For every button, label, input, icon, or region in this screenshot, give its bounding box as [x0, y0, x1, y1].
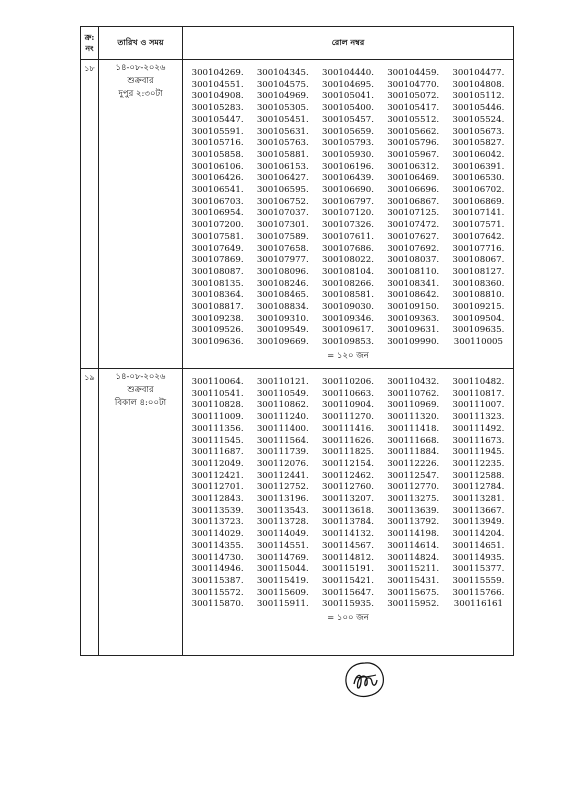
roll-number: 300108246. [256, 278, 309, 289]
roll-number: 300115559. [452, 575, 505, 586]
roll-number: 300108266. [322, 278, 374, 289]
roll-number: 300110549. [256, 388, 309, 399]
roll-number: 300110005 [453, 337, 503, 348]
roll-number-cell [183, 369, 514, 656]
serial-number: ১৯ [81, 369, 99, 656]
roll-number: 300116161 [453, 599, 503, 610]
roll-number: 300115911. [256, 599, 309, 610]
roll-number: 300112701. [191, 482, 244, 493]
roll-number: 300106106. [191, 161, 244, 172]
serial-header-line1: ক্র: [84, 32, 95, 42]
roll-number: 300107692. [387, 243, 440, 254]
roll-number: 300107642. [452, 231, 505, 242]
roll-number: 300112760. [322, 482, 374, 493]
roll-number: 300105659. [322, 126, 374, 137]
roll-number: 300112843. [191, 494, 244, 505]
roll-number: 300110817. [452, 388, 505, 399]
roll-number: 300115609. [256, 587, 309, 598]
roll-number: 300115766. [452, 587, 505, 598]
roll-number: 300106703. [191, 196, 244, 207]
roll-number: 300107120. [322, 208, 374, 219]
roll-number: 300105793. [322, 138, 374, 149]
roll-number: 300113667. [452, 505, 505, 516]
roll-number: 300105457. [322, 114, 374, 125]
roll-number: 300105305. [256, 103, 309, 114]
roll-number: 300114029. [191, 529, 244, 540]
schedule-row [81, 369, 514, 656]
roll-number: 300108087. [191, 266, 244, 277]
roll-number: 300110762. [387, 388, 440, 399]
roll-number: 300107037. [256, 208, 309, 219]
roll-number: 300111673. [452, 435, 505, 446]
roll-number: 300111007. [452, 400, 505, 411]
exam-time: বিকাল ৪:০০টা [114, 398, 167, 408]
roll-number: 300112154. [322, 458, 374, 469]
serial-header [81, 27, 99, 60]
roll-number: 300105763. [256, 138, 309, 149]
candidate-total: = ১২০ জন [327, 350, 369, 361]
roll-number: 300107869. [191, 255, 244, 266]
roll-number: 300106530. [452, 173, 505, 184]
roll-number: 300109990. [387, 337, 440, 348]
roll-number: 300115647. [322, 587, 374, 598]
roll-number: 300112076. [256, 458, 309, 469]
roll-number: 300111009. [191, 412, 244, 423]
roll-number: 300114567. [322, 540, 374, 551]
roll-number: 300105881. [256, 149, 309, 160]
roll-number: 300110482. [452, 377, 505, 387]
roll-number: 300105967. [387, 149, 440, 160]
roll-number: 300115419. [256, 575, 309, 586]
roll-number: 300109635. [452, 325, 505, 336]
roll-number: 300106752. [256, 196, 309, 207]
roll-number: 300108096. [256, 266, 309, 277]
roll-number: 300110828. [191, 400, 244, 411]
roll-number: 300106469. [387, 173, 440, 184]
roll-number: 300106867. [387, 196, 440, 207]
roll-number: 300106690. [322, 185, 374, 196]
roll-number: 300108364. [191, 290, 244, 301]
roll-number: 300115421. [322, 575, 374, 586]
roll-number: 300109504. [452, 313, 505, 324]
roll-number: 300110904. [322, 400, 374, 411]
roll-number: 300115952. [387, 599, 440, 610]
roll-number: 300107716. [452, 243, 505, 254]
roll-number: 300115935. [322, 599, 374, 610]
roll-number: 300108465. [256, 290, 309, 301]
roll-number: 300113539. [191, 505, 244, 516]
roll-number: 300111564. [256, 435, 309, 446]
roll-number: 300115870. [191, 599, 244, 610]
roll-number: 300104269. [191, 68, 244, 78]
roll-number: 300107571. [452, 220, 505, 231]
roll-number: 300115044. [256, 564, 309, 575]
roll-number: 300105512. [387, 114, 440, 125]
roll-number: 300114651. [452, 540, 505, 551]
roll-number: 300111492. [452, 423, 505, 434]
roll-number: 300114812. [322, 552, 374, 563]
exam-schedule-table [80, 26, 514, 656]
roll-number: 300106312. [387, 161, 440, 172]
roll-number: 300108104. [322, 266, 374, 277]
roll-number: 300107611. [322, 231, 374, 242]
exam-date: ১৪-০৮-২০২৬ [115, 63, 166, 73]
table-header-row [81, 27, 514, 60]
roll-number: 300110206. [322, 377, 374, 387]
roll-number: 300113949. [452, 517, 505, 528]
roll-number: 300109238. [191, 313, 244, 324]
roll-number: 300111356. [191, 423, 244, 434]
roll-number: 300114730. [191, 552, 244, 563]
roll-number: 300111416. [322, 423, 374, 434]
roll-number: 300112784. [452, 482, 505, 493]
roll-number: 300105417. [387, 103, 440, 114]
roll-number: 300111400. [256, 423, 309, 434]
roll-number: 300107200. [191, 220, 244, 231]
roll-number: 300114198. [387, 529, 440, 540]
roll-number: 300106595. [256, 185, 309, 196]
roll-number: 300105446. [452, 103, 505, 114]
roll-number: 300105662. [387, 126, 440, 137]
roll-number: 300111320. [387, 412, 440, 423]
roll-number: 300106797. [322, 196, 374, 207]
roll-number: 300105591. [191, 126, 244, 137]
roll-number: 300104477. [452, 68, 505, 78]
roll-number: 300111945. [452, 447, 505, 458]
roll-number: 300104908. [191, 91, 244, 102]
roll-number: 300107589. [256, 231, 309, 242]
roll-number: 300104459. [387, 68, 440, 78]
roll-number: 300109150. [387, 302, 440, 313]
roll-number: 300110121. [256, 377, 309, 387]
roll-number: 300110432. [387, 377, 440, 387]
roll-number: 300109636. [191, 337, 244, 348]
roll-number: 300114551. [256, 540, 309, 551]
roll-number: 300111418. [387, 423, 440, 434]
roll-number-grid [185, 68, 511, 349]
roll-number: 300106196. [322, 161, 374, 172]
roll-number: 300112441. [256, 470, 309, 481]
roll-number: 300108360. [452, 278, 505, 289]
serial-header-line2: নং [85, 43, 94, 53]
roll-number: 300109526. [191, 325, 244, 336]
roll-number: 300109669. [256, 337, 309, 348]
roll-number: 300107472. [387, 220, 440, 231]
roll-number: 300112462. [322, 470, 374, 481]
roll-number: 300107977. [256, 255, 309, 266]
roll-number: 300104575. [256, 79, 309, 90]
roll-number: 300111825. [322, 447, 374, 458]
roll-number: 300107581. [191, 231, 244, 242]
roll-number: 300108834. [256, 302, 309, 313]
roll-number: 300105283. [191, 103, 244, 114]
roll-number: 300105072. [387, 91, 440, 102]
roll-number: 300113639. [387, 505, 440, 516]
roll-number: 300110663. [322, 388, 374, 399]
roll-number: 300104770. [387, 79, 440, 90]
roll-number-cell [183, 60, 514, 369]
roll-number: 300114769. [256, 552, 309, 563]
roll-number: 300105930. [322, 149, 374, 160]
roll-number: 300105400. [322, 103, 374, 114]
roll-number: 300104695. [322, 79, 374, 90]
roll-number: 300108127. [452, 266, 505, 277]
date-time-cell [99, 60, 183, 369]
roll-number: 300113207. [322, 494, 374, 505]
roll-number: 300104969. [256, 91, 309, 102]
roll-number: 300106153. [256, 161, 309, 172]
roll-number: 300109363. [387, 313, 440, 324]
roll-number: 300111739. [256, 447, 309, 458]
roll-number: 300107658. [256, 243, 309, 254]
roll-number: 300106426. [191, 173, 244, 184]
roll-number: 300114204. [452, 529, 505, 540]
roll-number: 300104345. [256, 68, 309, 78]
roll-number: 300110862. [256, 400, 309, 411]
roll-number: 300108581. [322, 290, 374, 301]
roll-number: 300115191. [322, 564, 374, 575]
roll-number: 300114355. [191, 540, 244, 551]
roll-number: 300113784. [322, 517, 374, 528]
date-time-header: তারিখ ও সময় [99, 27, 183, 60]
roll-number: 300109030. [322, 302, 374, 313]
roll-number: 300111270. [322, 412, 374, 423]
roll-number: 300104808. [452, 79, 505, 90]
roll-number: 300112226. [387, 458, 440, 469]
roll-number: 300106702. [452, 185, 505, 196]
roll-number: 300111687. [191, 447, 244, 458]
serial-number: ১৮ [81, 60, 99, 369]
roll-number: 300105451. [256, 114, 309, 125]
roll-number: 300110969. [387, 400, 440, 411]
roll-number: 300111626. [322, 435, 374, 446]
date-time-cell [99, 369, 183, 656]
roll-number: 300105447. [191, 114, 244, 125]
roll-number: 300105041. [322, 91, 374, 102]
roll-number: 300112752. [256, 482, 309, 493]
roll-number-header: রোল নম্বর [183, 27, 514, 60]
roll-number: 300107301. [256, 220, 309, 231]
roll-number: 300105796. [387, 138, 440, 149]
roll-number: 300114132. [322, 529, 374, 540]
roll-number: 300112049. [191, 458, 244, 469]
roll-number: 300107326. [322, 220, 374, 231]
roll-number: 300106541. [191, 185, 244, 196]
roll-number: 300115387. [191, 575, 244, 586]
roll-number: 300105524. [452, 114, 505, 125]
roll-number: 300109631. [387, 325, 440, 336]
roll-number: 300107649. [191, 243, 244, 254]
roll-number: 300113728. [256, 517, 309, 528]
roll-number: 300112235. [452, 458, 505, 469]
roll-number: 300109310. [256, 313, 309, 324]
roll-number: 300114935. [452, 552, 505, 563]
roll-number: 300107125. [387, 208, 440, 219]
exam-date: ১৪-০৮-২০২৬ [115, 372, 166, 382]
roll-number: 300112770. [387, 482, 440, 493]
roll-number: 300115675. [387, 587, 440, 598]
roll-number: 300111668. [387, 435, 440, 446]
roll-number: 300107627. [387, 231, 440, 242]
roll-number: 300109549. [256, 325, 309, 336]
roll-number: 300110541. [191, 388, 244, 399]
roll-number: 300105716. [191, 138, 244, 149]
roll-number: 300111884. [387, 447, 440, 458]
roll-number: 300109215. [452, 302, 505, 313]
roll-number: 300106954. [191, 208, 244, 219]
roll-number: 300113618. [322, 505, 374, 516]
roll-number: 300111323. [452, 412, 505, 423]
roll-number: 300113792. [387, 517, 440, 528]
roll-number: 300108067. [452, 255, 505, 266]
roll-number: 300114614. [387, 540, 440, 551]
roll-number: 300106696. [387, 185, 440, 196]
roll-number: 300106427. [256, 173, 309, 184]
roll-number: 300111240. [256, 412, 309, 423]
roll-number: 300107686. [322, 243, 374, 254]
roll-number: 300106391. [452, 161, 505, 172]
roll-number: 300108817. [191, 302, 244, 313]
roll-number: 300113275. [387, 494, 440, 505]
roll-number: 300114824. [387, 552, 440, 563]
roll-number: 300105673. [452, 126, 505, 137]
roll-number: 300115377. [452, 564, 505, 575]
roll-number: 300115211. [387, 564, 440, 575]
roll-schedule-page [80, 26, 513, 640]
roll-number: 300112547. [387, 470, 440, 481]
handwritten-signature [342, 660, 388, 700]
roll-number: 300104551. [191, 79, 244, 90]
roll-number: 300108135. [191, 278, 244, 289]
schedule-row [81, 60, 514, 369]
roll-number: 300105631. [256, 126, 309, 137]
roll-number: 300109617. [322, 325, 374, 336]
roll-number: 300115431. [387, 575, 440, 586]
roll-number: 300109346. [322, 313, 374, 324]
roll-number: 300105858. [191, 149, 244, 160]
roll-number: 300105827. [452, 138, 505, 149]
roll-number: 300108642. [387, 290, 440, 301]
roll-number: 300108341. [387, 278, 440, 289]
roll-number-grid [185, 377, 511, 611]
roll-number: 300114946. [191, 564, 244, 575]
roll-number: 300113543. [256, 505, 309, 516]
roll-number: 300113723. [191, 517, 244, 528]
exam-day: শুক্রবার [127, 76, 154, 86]
roll-number: 300110064. [191, 377, 244, 387]
roll-number: 300112421. [191, 470, 244, 481]
roll-number: 300111545. [191, 435, 244, 446]
roll-number: 300109853. [322, 337, 374, 348]
roll-number: 300114049. [256, 529, 309, 540]
roll-number: 300106869. [452, 196, 505, 207]
roll-number: 300113196. [256, 494, 309, 505]
roll-number: 300107141. [452, 208, 505, 219]
exam-day: শুক্রবার [127, 385, 154, 395]
roll-number: 300115572. [191, 587, 244, 598]
roll-number: 300108022. [322, 255, 374, 266]
roll-number: 300106439. [322, 173, 374, 184]
roll-number: 300112588. [452, 470, 505, 481]
roll-number: 300106042. [452, 149, 505, 160]
roll-number: 300104440. [322, 68, 374, 78]
candidate-total: = ১০০ জন [327, 613, 369, 624]
roll-number: 300108810. [452, 290, 505, 301]
exam-time: দুপুর ২:৩০টা [118, 89, 163, 99]
roll-number: 300105112. [452, 91, 505, 102]
roll-number: 300108037. [387, 255, 440, 266]
roll-number: 300113281. [452, 494, 505, 505]
roll-number: 300108110. [387, 266, 440, 277]
